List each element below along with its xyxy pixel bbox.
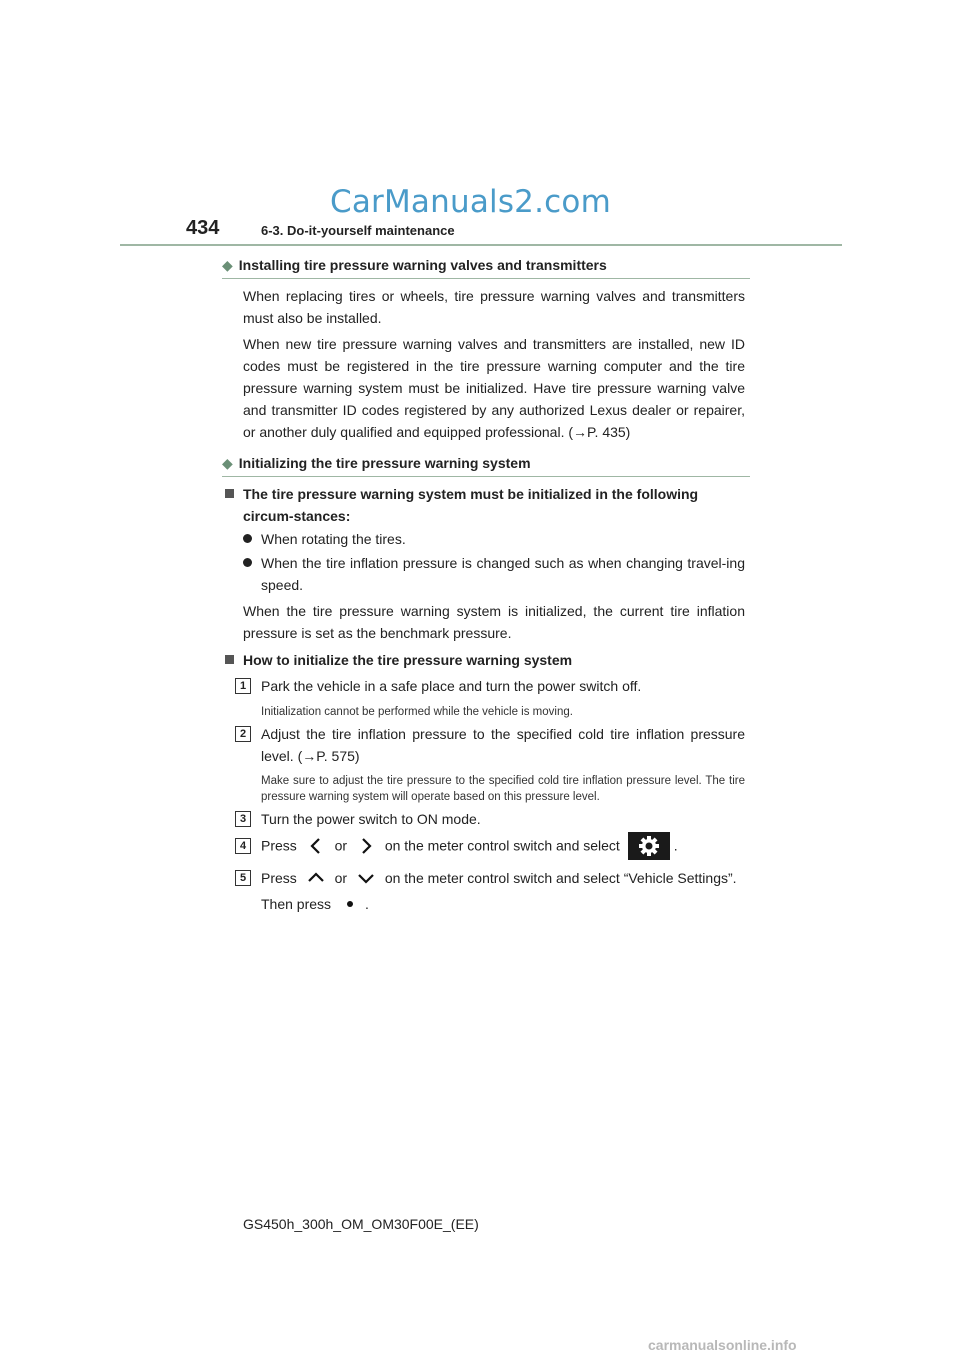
square-bullet-icon — [225, 489, 234, 498]
document-code: GS450h_300h_OM_OM30F00E_(EE) — [243, 1216, 479, 1232]
watermark-logo: CarManuals2.com — [330, 184, 611, 220]
how-to-heading: How to initialize the tire pressure warning system — [225, 649, 745, 671]
bullet-icon — [243, 534, 252, 543]
page-number: 434 — [186, 217, 220, 239]
step-number: 3 — [235, 811, 251, 827]
paragraph-installing-2: When new tire pressure warning valves and transmitters are installed, new ID codes must be registered in the tire pressure warning computer and the tire pressure warning system must be initialized. Have tire pressure warning valve and transmitter ID codes registered by any authorized Lexus dealer or repairer, or another duly qualified and equipped professional. (→P. 435) — [243, 336, 745, 440]
step-text: Adjust the tire inflation pressure to the specified cold tire inflation pressure level. (→P. 575) — [261, 726, 745, 764]
section-title: 6-3. Do-it-yourself maintenance — [261, 223, 455, 238]
diamond-icon: ◆ — [222, 257, 233, 273]
subheading-initializing: ◆ Initializing the tire pressure warning system — [222, 455, 750, 477]
step-text: Park the vehicle in a safe place and turn the power switch off. — [261, 678, 642, 694]
square-bullet-icon — [225, 655, 234, 664]
circumstances-heading: The tire pressure warning system must be initialized in the following circum-stances: — [225, 483, 745, 527]
chevron-left-icon — [305, 835, 327, 857]
enter-dot-icon — [339, 893, 361, 915]
header-rule — [120, 244, 842, 246]
step-number: 4 — [235, 838, 251, 854]
chevron-down-icon — [355, 867, 377, 889]
chevron-up-icon — [305, 867, 327, 889]
step-number: 2 — [235, 726, 251, 742]
paragraph-installing-1: When replacing tires or wheels, tire pressure warning valves and transmitters must also be installed. — [243, 288, 745, 326]
step-number: 1 — [235, 678, 251, 694]
step-text: Press or on the meter control switch and select “Vehicle Settings”. — [261, 867, 745, 890]
list-item: When rotating the tires. — [243, 528, 745, 550]
subheading-installing: ◆ Installing tire pressure warning valves and transmitters — [222, 257, 750, 279]
step-text: Turn the power switch to ON mode. — [261, 811, 481, 827]
step-note: Make sure to adjust the tire pressure to the specified cold tire inflation pressure level. The tire pressure warning system will operate based on this pressure level. — [261, 775, 745, 803]
step-text: Then press . — [261, 893, 745, 916]
step-note: Initialization cannot be performed while the vehicle is moving. — [261, 706, 573, 718]
gear-icon — [628, 832, 670, 860]
watermark-footer: carmanualsonline.info — [648, 1337, 797, 1353]
list-item: When the tire inflation pressure is changed such as when changing travel-ing speed. — [243, 552, 745, 596]
step-number: 5 — [235, 870, 251, 886]
chevron-right-icon — [355, 835, 377, 857]
paragraph-initializing: When the tire pressure warning system is initialized, the current tire inflation pressure is set as the benchmark pressure. — [243, 603, 745, 641]
diamond-icon: ◆ — [222, 455, 233, 471]
step-text: Press or on the meter control switch and select . — [261, 833, 745, 861]
bullet-icon — [243, 558, 252, 567]
